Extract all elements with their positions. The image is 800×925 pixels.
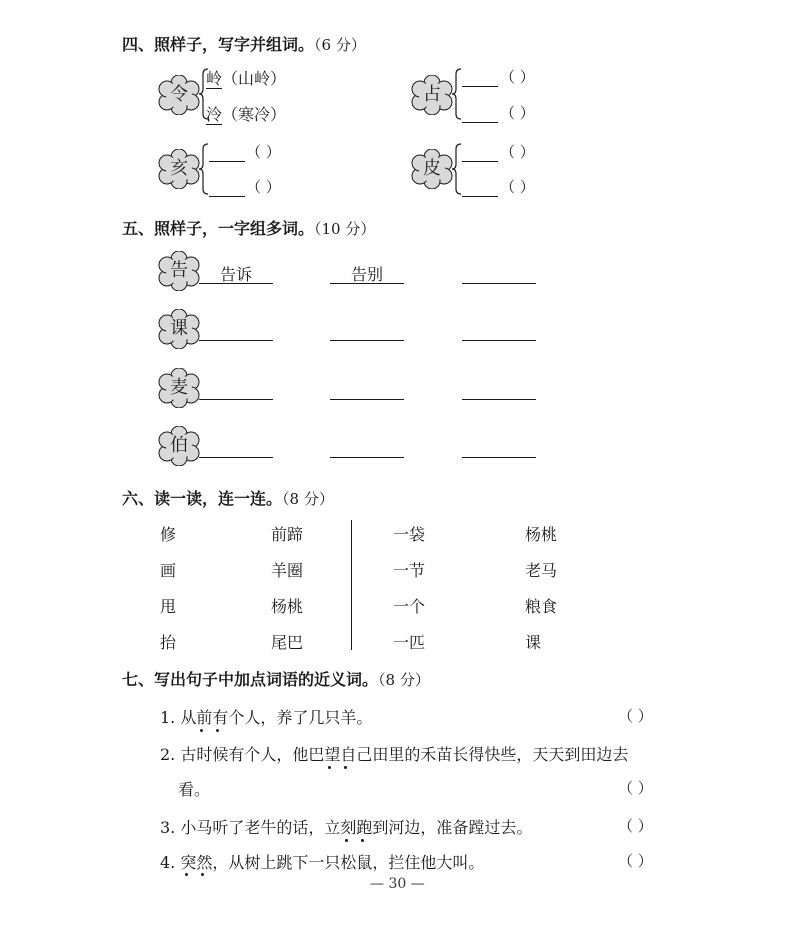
word-line[interactable] [462,399,536,400]
flower-badge [157,251,201,291]
column-divider [351,520,352,650]
match-item[interactable]: 杨桃 [271,597,304,616]
section7-title [122,667,430,690]
word-line[interactable] [462,283,536,284]
char-blank[interactable] [462,86,498,87]
example-row [206,66,286,89]
flower-char: 令 [170,84,188,105]
match-item[interactable]: 羊圈 [271,561,304,580]
section7-points: （8 分） [378,671,430,689]
word-answer: 告别 [350,265,383,284]
example-char: 岭 [206,69,223,88]
section6-title [122,486,334,509]
example-char: 泠 [206,105,223,124]
sentence-1: 1. 从前有个人，养了几只羊。 [160,708,373,727]
brace-icon [452,143,462,195]
match-item[interactable]: 抬 [160,633,177,652]
word-blank[interactable]: （ ） [500,104,535,122]
word-answer: 告诉 [219,265,252,284]
word-line[interactable] [330,399,404,400]
brace-icon [452,68,462,120]
match-item[interactable]: 修 [160,525,177,544]
char-blank[interactable] [462,161,498,162]
flower-char: 亥 [170,158,188,179]
section4-title-text: 四、照样子，写字并组词。 [122,35,315,54]
emphasis-dot [344,766,347,769]
match-item[interactable]: 前蹄 [271,525,304,544]
answer-blank[interactable]: （ ） [618,779,653,797]
section5-title-text: 五、照样子，一字组多词。 [122,219,315,238]
example-word: （山岭） [222,69,287,88]
flower-char: 麦 [170,377,188,398]
match-item[interactable]: 课 [525,633,542,652]
word-line[interactable] [199,283,273,284]
example-word: （寒冷） [222,105,287,124]
char-blank[interactable] [462,122,498,123]
section4-points: （6 分） [314,36,366,54]
flower-badge [157,149,201,189]
word-line[interactable] [330,457,404,458]
emphasis-dot [200,729,203,732]
word-blank[interactable]: （ ） [246,143,281,161]
emphasis-dot [185,873,188,876]
answer-blank[interactable]: （ ） [618,817,653,835]
flower-badge [157,309,201,349]
flower-char: 课 [170,318,188,339]
char-blank[interactable] [209,161,245,162]
flower-char: 皮 [423,158,441,179]
match-item[interactable]: 粮食 [525,597,558,616]
flower-badge [157,426,201,466]
match-item[interactable]: 老马 [525,561,558,580]
emphasis-dot [328,766,331,769]
emphasis-dot [345,839,348,842]
word-line[interactable] [330,340,404,341]
match-item[interactable]: 甩 [160,597,177,616]
match-item[interactable]: 尾巴 [271,633,304,652]
brace-icon [199,143,209,195]
page-number: — 30 — [370,876,425,892]
emphasis-dot [201,873,204,876]
answer-blank[interactable]: （ ） [618,852,653,870]
word-line[interactable] [462,340,536,341]
section4-title [122,32,366,55]
answer-blank[interactable]: （ ） [618,707,653,725]
emphasis-dot [361,839,364,842]
word-line[interactable] [462,457,536,458]
section5-title [122,216,375,239]
match-item[interactable]: 杨桃 [525,525,558,544]
match-item[interactable]: 画 [160,561,177,580]
char-blank[interactable] [462,196,498,197]
match-item[interactable]: 一匹 [393,633,426,652]
flower-char: 伯 [170,435,188,456]
flower-badge [157,75,201,115]
flower-badge [410,75,454,115]
word-blank[interactable]: （ ） [500,143,535,161]
sentence-2: 2. 古时候有个人，他巴望自己田里的禾苗长得快些，天天到田边去 [160,745,629,764]
section5-points: （10 分） [314,220,376,238]
char-blank[interactable] [209,196,245,197]
sentence-3: 3. 小马听了老牛的话，立刻跑到河边，准备蹚过去。 [160,818,533,837]
flower-char: 占 [423,84,441,105]
word-line[interactable] [199,457,273,458]
word-blank[interactable]: （ ） [500,178,535,196]
word-line[interactable] [199,399,273,400]
sentence-4: 4. 突然，从树上跳下一只松鼠，拦住他大叫。 [160,853,485,872]
section6-points: （8 分） [282,490,334,508]
word-line[interactable] [330,283,404,284]
match-item[interactable]: 一个 [393,597,426,616]
emphasis-dot [216,729,219,732]
sentence-2-continued: 看。 [178,780,211,799]
match-item[interactable]: 一袋 [393,525,426,544]
match-item[interactable]: 一节 [393,561,426,580]
word-blank[interactable]: （ ） [246,178,281,196]
word-line[interactable] [199,340,273,341]
word-blank[interactable]: （ ） [500,68,535,86]
flower-char: 告 [170,260,188,281]
flower-badge [410,149,454,189]
section7-title-text: 七、写出句子中加点词语的近义词。 [122,670,379,689]
section6-title-text: 六、读一读，连一连。 [122,489,283,508]
example-row [206,102,286,125]
flower-badge [157,368,201,408]
